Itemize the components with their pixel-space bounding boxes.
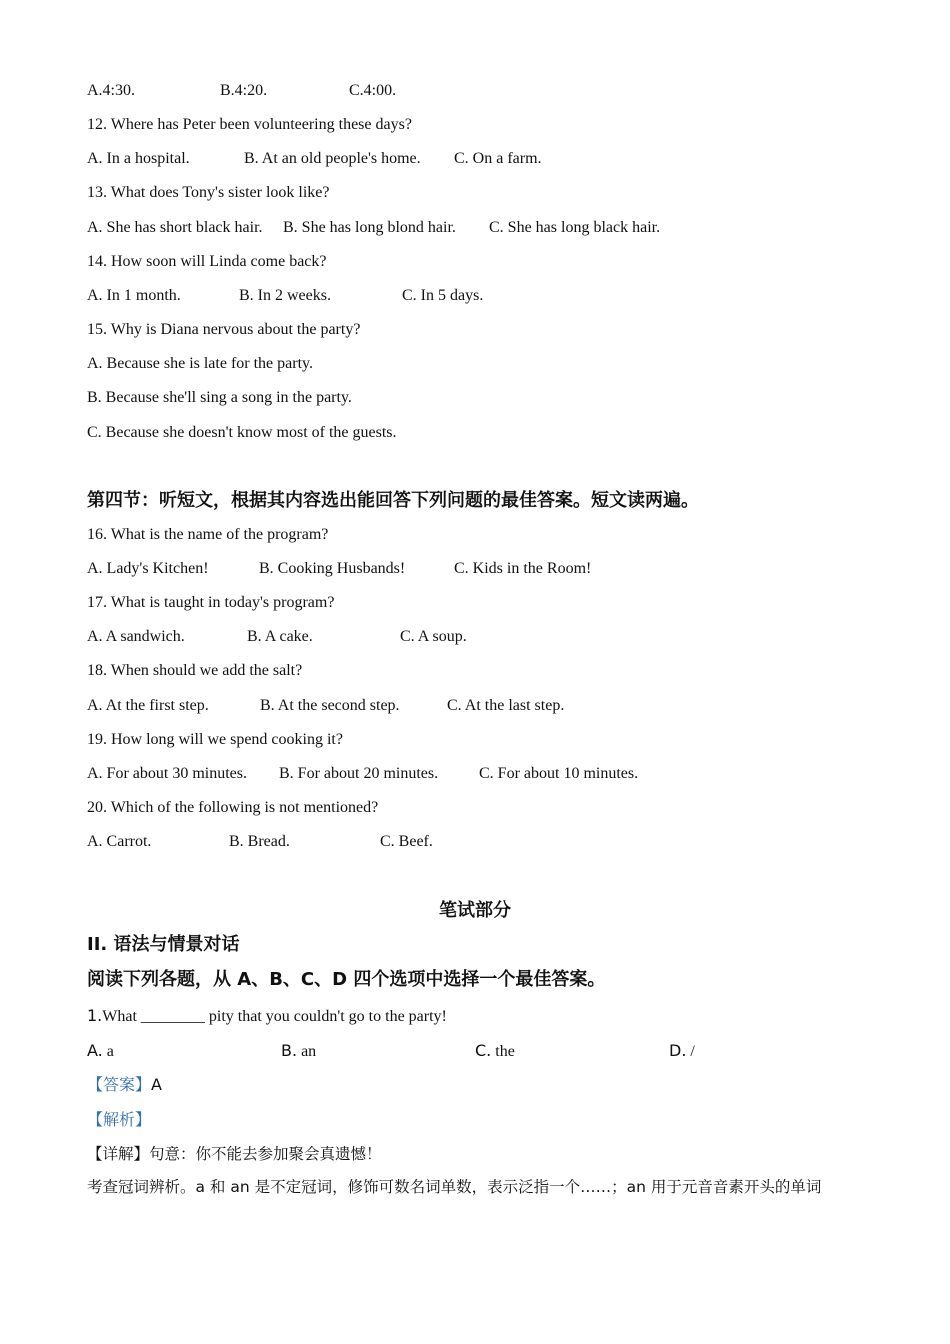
written-part-title: 笔试部分 bbox=[439, 900, 511, 921]
q12-option-a: A. In a hospital. bbox=[87, 150, 190, 167]
q16-option-a: A. Lady's Kitchen! bbox=[87, 560, 209, 577]
part2-instruction: 阅读下列各题，从 A、B、C、D 四个选项中选择一个最佳答案。 bbox=[87, 969, 606, 990]
q19-option-c: C. For about 10 minutes. bbox=[479, 765, 639, 782]
q15-option-c: C. Because she doesn't know most of the guests. bbox=[87, 424, 397, 441]
q16-option-c: C. Kids in the Room! bbox=[454, 560, 592, 577]
q16-option-b: B. Cooking Husbands! bbox=[259, 560, 406, 577]
q17-question: 17. What is taught in today's program? bbox=[87, 594, 335, 611]
q18-option-c: C. At the last step. bbox=[447, 697, 565, 714]
g1-option-c-label: C. bbox=[475, 1041, 492, 1060]
g1-question: What ________ pity that you couldn't go to the party! bbox=[102, 1008, 447, 1025]
g1-analysis-label: 【解析】 bbox=[87, 1110, 152, 1129]
q20-option-b: B. Bread. bbox=[229, 833, 290, 850]
q17-option-b: B. A cake. bbox=[247, 628, 313, 645]
q14-option-b: B. In 2 weeks. bbox=[239, 287, 331, 304]
q12-option-b: B. At an old people's home. bbox=[244, 150, 421, 167]
q11-option-c: C.4:00. bbox=[349, 82, 397, 99]
q15-question: 15. Why is Diana nervous about the party? bbox=[87, 321, 361, 338]
q13-option-a: A. She has short black hair. bbox=[87, 219, 263, 236]
q13-question: 13. What does Tony's sister look like? bbox=[87, 184, 330, 201]
g1-answer-tag: 【答案】 bbox=[87, 1075, 152, 1094]
g1-option-a bbox=[87, 1041, 114, 1062]
q13-option-c: C. She has long black hair. bbox=[489, 219, 661, 236]
g1-option-a-label: A. bbox=[87, 1041, 103, 1060]
g1-answer-line bbox=[87, 1075, 162, 1096]
g1-analysis-tag bbox=[87, 1110, 151, 1131]
q14-option-a: A. In 1 month. bbox=[87, 287, 181, 304]
q19-option-b: B. For about 20 minutes. bbox=[279, 765, 439, 782]
q13-option-b: B. She has long blond hair. bbox=[283, 219, 456, 236]
g1-answer: A bbox=[151, 1075, 162, 1094]
q11-option-b: B.4:20. bbox=[220, 82, 268, 99]
q16-question: 16. What is the name of the program? bbox=[87, 526, 329, 543]
q20-option-a: A. Carrot. bbox=[87, 833, 152, 850]
q18-option-b: B. At the second step. bbox=[260, 697, 400, 714]
part2-heading: II. 语法与情景对话 bbox=[87, 934, 240, 955]
q20-question: 20. Which of the following is not mentioned? bbox=[87, 799, 379, 816]
g1-detail: 【详解】句意：你不能去参加聚会真遗憾！ bbox=[87, 1145, 382, 1163]
section4-heading: 第四节：听短文，根据其内容选出能回答下列问题的最佳答案。短文读两遍。 bbox=[87, 490, 699, 511]
q19-option-a: A. For about 30 minutes. bbox=[87, 765, 247, 782]
g1-question-line bbox=[87, 1006, 447, 1027]
q19-question: 19. How long will we spend cooking it? bbox=[87, 731, 343, 748]
q17-option-a: A. A sandwich. bbox=[87, 628, 185, 645]
g1-explain: 考查冠词辨析。a 和 an 是不定冠词，修饰可数名词单数，表示泛指一个……；an 用于元音音素开头的单词 bbox=[87, 1178, 822, 1196]
q12-option-c: C. On a farm. bbox=[454, 150, 542, 167]
q15-option-b: B. Because she'll sing a song in the party. bbox=[87, 389, 352, 406]
g1-option-d-label: D. bbox=[669, 1041, 687, 1060]
q12-question: 12. Where has Peter been volunteering these days? bbox=[87, 116, 412, 133]
g1-option-b bbox=[281, 1041, 316, 1062]
g1-option-d-text: / bbox=[690, 1043, 695, 1060]
q14-question: 14. How soon will Linda come back? bbox=[87, 253, 327, 270]
g1-option-b-label: B. bbox=[281, 1041, 298, 1060]
g1-option-d bbox=[669, 1041, 695, 1062]
g1-number: 1. bbox=[87, 1006, 103, 1025]
q11-option-a: A.4:30. bbox=[87, 82, 135, 99]
g1-option-a-text: a bbox=[106, 1043, 114, 1060]
q17-option-c: C. A soup. bbox=[400, 628, 467, 645]
q20-option-c: C. Beef. bbox=[380, 833, 433, 850]
q18-option-a: A. At the first step. bbox=[87, 697, 209, 714]
g1-option-c-text: the bbox=[495, 1043, 515, 1060]
q18-question: 18. When should we add the salt? bbox=[87, 662, 303, 679]
q14-option-c: C. In 5 days. bbox=[402, 287, 484, 304]
g1-option-c bbox=[475, 1041, 515, 1062]
g1-option-b-text: an bbox=[301, 1043, 317, 1060]
q15-option-a: A. Because she is late for the party. bbox=[87, 355, 313, 372]
